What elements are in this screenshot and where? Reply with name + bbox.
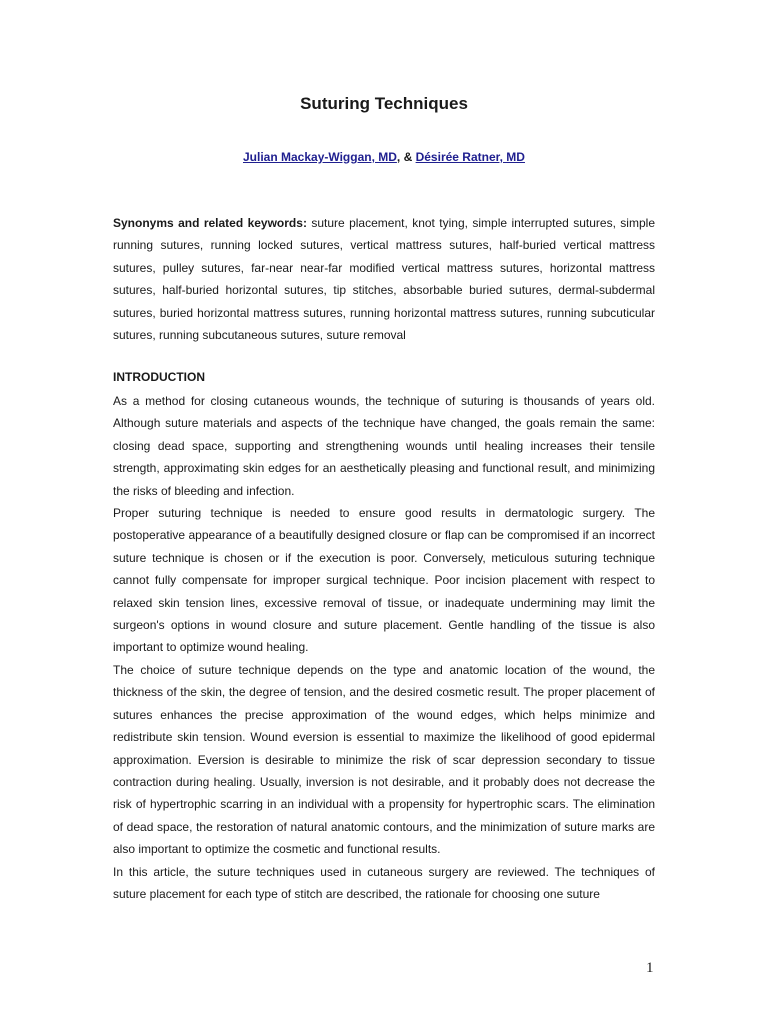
document-title: Suturing Techniques (300, 94, 468, 113)
author-line (0, 150, 768, 164)
intro-paragraph-2: Proper suturing technique is needed to ensure good results in dermatologic surgery. The postoperative appearance of a beautifully designed closure or flap can be compromised if an incorrect suture technique is chosen or if the execution is poor. Conversely, meticulous suturing technique cannot fully compensate for improper surgical technique. Poor incision placement with respect to relaxed skin tension lines, excessive removal of tissue, or inadequate undermining may limit the surgeon's options in wound closure and suture placement. Gentle handling of the tissue is also important to optimize wound healing. (113, 506, 655, 655)
author-link-ratner[interactable]: Désirée Ratner, MD (415, 150, 525, 164)
intro-paragraph-1: As a method for closing cutaneous wounds, the technique of suturing is thousands of years old. Although suture materials and aspects of the technique have changed, the goals remain the same: closing dead space, supporting and strengthening wounds until healing increases their tensile strength, approximating skin edges for an aesthetically pleasing and functional result, and minimizing the risks of bleeding and infection. (113, 394, 655, 498)
author-separator: , & (396, 150, 416, 164)
synonyms-text: suture placement, knot tying, simple interrupted sutures, simple running sutures, running locked sutures, vertical mattress sutures, half-buried vertical mattress sutures, pulley sutures, far-near near-far modified vertical mattress sutures, horizontal mattress sutures, half-buried horizontal sutures, tip stitches, absorbable buried sutures, dermal-subdermal sutures, buried horizontal mattress sutures, running horizontal mattress sutures, running subcuticular sutures, running subcutaneous sutures, suture removal (113, 216, 655, 343)
intro-paragraph-4: In this article, the suture techniques used in cutaneous surgery are reviewed. The techniques of suture placement for each type of stitch are described, the rationale for choosing one suture (113, 864, 655, 901)
introduction-heading: INTRODUCTION (113, 370, 205, 384)
intro-paragraph-3: The choice of suture technique depends on the type and anatomic location of the wound, the thickness of the skin, the degree of tension, and the desired cosmetic result. The proper placement of sutures enhances the precise approximation of the wound edges, which helps minimize and redistribute skin tension. Wound eversion is essential to maximize the likelihood of good epidermal approximation. Eversion is desirable to minimize the risk of scar depression secondary to tissue contraction during healing. Usually, inversion is not desirable, and it probably does not decrease the risk of hypertrophic scarring in an individual with a propensity for hypertrophic scars. The elimination of dead space, the restoration of natural anatomic contours, and the minimization of suture marks are also important to optimize the cosmetic and functional results. (113, 662, 655, 857)
synonyms-paragraph (113, 212, 655, 346)
introduction-body (113, 390, 655, 905)
page-number: 1 (646, 960, 654, 976)
author-link-mackay-wiggan[interactable]: Julian Mackay-Wiggan, MD (243, 150, 397, 164)
synonyms-label: Synonyms and related keywords: (113, 216, 307, 230)
